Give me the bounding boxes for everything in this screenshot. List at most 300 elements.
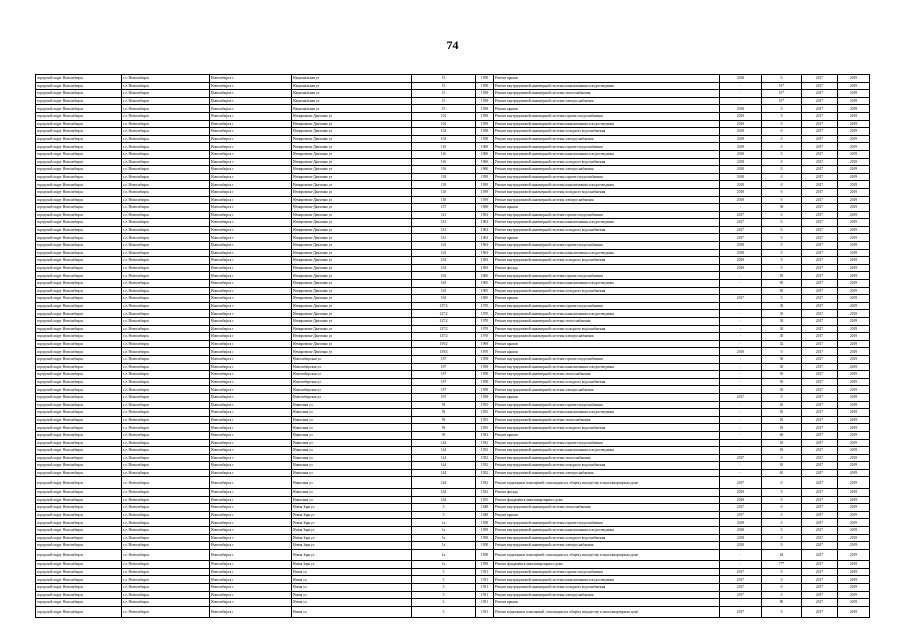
house-number-cell: 3	[412, 511, 476, 519]
period-start-cell: 2017	[802, 526, 838, 534]
built-year-cell: 1958	[476, 82, 494, 90]
built-year-cell: 1951	[476, 584, 494, 592]
city-cell: Новосибирск г	[210, 188, 292, 196]
planned-year-cell: 2017	[720, 219, 762, 227]
house-number-cell: 15	[412, 90, 476, 98]
cost-cell: 0	[762, 135, 802, 143]
period-start-cell: 2017	[802, 496, 838, 504]
cost-cell: 65	[762, 409, 802, 417]
planned-year-cell: 2018	[720, 120, 762, 128]
city-cell: Новосибирск г	[210, 196, 292, 204]
period-end-cell: 2019	[838, 371, 870, 379]
table-body	[36, 75, 870, 618]
period-start-cell: 2017	[802, 519, 838, 527]
work-type-cell: Ремонт фасада	[494, 264, 720, 272]
city-cell: Новосибирск г	[210, 371, 292, 379]
period-start-cell: 2017	[802, 188, 838, 196]
cost-cell: 0	[762, 150, 802, 158]
street-cell: Национальная ул	[292, 97, 412, 105]
period-start-cell: 2017	[802, 75, 838, 83]
district-cell: г.о. Новосибирск	[122, 295, 210, 303]
period-end-cell: 2019	[838, 333, 870, 341]
work-type-cell: Ремонт внутридомовой инженерной системы холодного водоснабжения	[494, 188, 720, 196]
house-number-cell: 143	[412, 249, 476, 257]
table-row	[36, 447, 870, 455]
district-cell: г.о. Новосибирск	[122, 120, 210, 128]
cost-cell: 65	[762, 424, 802, 432]
period-end-cell: 2019	[838, 226, 870, 234]
work-type-cell: Ремонт внутридомовой инженерной системы электроснабжения	[494, 591, 720, 599]
built-year-cell: 1963	[476, 242, 494, 250]
table-row	[36, 534, 870, 542]
house-number-cell: 1а	[412, 526, 476, 534]
cost-cell: 77*	[762, 561, 802, 569]
cost-cell: 0	[762, 75, 802, 83]
period-end-cell: 2019	[838, 591, 870, 599]
cost-cell: 50	[762, 371, 802, 379]
planned-year-cell: 2018	[720, 158, 762, 166]
built-year-cell: 1951	[476, 568, 494, 576]
period-end-cell: 2019	[838, 264, 870, 272]
municipality-cell: городской округ Новосибирск	[36, 310, 122, 318]
table-row	[36, 511, 870, 519]
table-row	[36, 606, 870, 618]
house-number-cell: 144	[412, 496, 476, 504]
period-end-cell: 2019	[838, 568, 870, 576]
district-cell: г.о. Новосибирск	[122, 393, 210, 401]
built-year-cell: 1952	[476, 462, 494, 470]
district-cell: г.о. Новосибирск	[122, 534, 210, 542]
period-end-cell: 2019	[838, 257, 870, 265]
street-cell: Немировича-Данченко ул	[292, 280, 412, 288]
period-start-cell: 2017	[802, 333, 838, 341]
period-end-cell: 2019	[838, 409, 870, 417]
work-type-cell: Ремонт внутридомовой инженерной системы холодного водоснабжения	[494, 424, 720, 432]
period-end-cell: 2019	[838, 504, 870, 512]
planned-year-cell: -	[720, 325, 762, 333]
municipality-cell: городской округ Новосибирск	[36, 219, 122, 227]
street-cell: Новосибирская ул	[292, 386, 412, 394]
period-start-cell: 2017	[802, 287, 838, 295]
cost-cell: 32	[762, 340, 802, 348]
built-year-cell: 1965	[476, 280, 494, 288]
planned-year-cell: -	[720, 439, 762, 447]
municipality-cell: городской округ Новосибирск	[36, 584, 122, 592]
street-cell: Никитина ул	[292, 469, 412, 477]
cost-cell: 0	[762, 196, 802, 204]
district-cell: г.о. Новосибирск	[122, 416, 210, 424]
built-year-cell: 1958	[476, 75, 494, 83]
work-type-cell: Ремонт внутридомовой инженерной системы холодного водоснабжения	[494, 462, 720, 470]
period-start-cell: 2017	[802, 584, 838, 592]
city-cell: Новосибирск г	[210, 454, 292, 462]
house-number-cell: 1а	[412, 519, 476, 527]
built-year-cell: 1952	[476, 447, 494, 455]
planned-year-cell: 2018	[720, 173, 762, 181]
house-number-cell: 93	[412, 401, 476, 409]
period-end-cell: 2019	[838, 211, 870, 219]
period-end-cell: 2019	[838, 150, 870, 158]
work-type-cell: Ремонт внутридомовой инженерной системы электроснабжения	[494, 386, 720, 394]
municipality-cell: городской округ Новосибирск	[36, 318, 122, 326]
period-end-cell: 2019	[838, 496, 870, 504]
planned-year-cell: 2018	[720, 264, 762, 272]
cost-cell: 0	[762, 211, 802, 219]
period-start-cell: 2017	[802, 424, 838, 432]
city-cell: Новосибирск г	[210, 173, 292, 181]
city-cell: Новосибирск г	[210, 105, 292, 113]
period-start-cell: 2017	[802, 226, 838, 234]
street-cell: Никитина ул	[292, 462, 412, 470]
built-year-cell: 1958	[476, 549, 494, 561]
built-year-cell: 1952	[476, 496, 494, 504]
period-start-cell: 2017	[802, 150, 838, 158]
work-type-cell: Ремонт внутридомовой инженерной системы теплоснабжения	[494, 90, 720, 98]
period-end-cell: 2019	[838, 454, 870, 462]
built-year-cell: 1958	[476, 519, 494, 527]
work-type-cell: Ремонт внутридомовой инженерной системы теплоснабжения	[494, 504, 720, 512]
city-cell: Новосибирск г	[210, 82, 292, 90]
cost-cell: 51*	[762, 97, 802, 105]
city-cell: Новосибирск г	[210, 97, 292, 105]
period-start-cell: 2017	[802, 371, 838, 379]
cost-cell: 65	[762, 447, 802, 455]
house-number-cell: 137/2	[412, 318, 476, 326]
municipality-cell: городской округ Новосибирск	[36, 75, 122, 83]
period-end-cell: 2019	[838, 181, 870, 189]
municipality-cell: городской округ Новосибирск	[36, 135, 122, 143]
period-start-cell: 2017	[802, 295, 838, 303]
street-cell: Национальная ул	[292, 105, 412, 113]
cost-cell: 51*	[762, 82, 802, 90]
municipality-cell: городской округ Новосибирск	[36, 112, 122, 120]
street-cell: Национальная ул	[292, 90, 412, 98]
table-row	[36, 416, 870, 424]
street-cell: Немировича-Данченко ул	[292, 257, 412, 265]
municipality-cell: городской округ Новосибирск	[36, 333, 122, 341]
table-row	[36, 576, 870, 584]
city-cell: Новосибирск г	[210, 90, 292, 98]
planned-year-cell: 2017	[720, 454, 762, 462]
period-end-cell: 2019	[838, 287, 870, 295]
table-row	[36, 82, 870, 90]
municipality-cell: городской округ Новосибирск	[36, 606, 122, 618]
period-end-cell: 2019	[838, 249, 870, 257]
house-number-cell: 143	[412, 242, 476, 250]
period-end-cell: 2019	[838, 340, 870, 348]
cost-cell: 0	[762, 242, 802, 250]
built-year-cell: 1965	[476, 272, 494, 280]
planned-year-cell: -	[720, 204, 762, 212]
district-cell: г.о. Новосибирск	[122, 310, 210, 318]
cost-cell: 0	[762, 488, 802, 496]
street-cell: Немировича-Данченко ул	[292, 196, 412, 204]
built-year-cell: 1958	[476, 112, 494, 120]
planned-year-cell: 2018	[720, 496, 762, 504]
city-cell: Новосибирск г	[210, 204, 292, 212]
work-type-cell: Ремонт внутридомовой инженерной системы горячего водоснабжения	[494, 211, 720, 219]
built-year-cell: 1963	[476, 219, 494, 227]
planned-year-cell: -	[720, 401, 762, 409]
district-cell: г.о. Новосибирск	[122, 477, 210, 489]
planned-year-cell: 2017	[720, 234, 762, 242]
house-number-cell: 144	[412, 447, 476, 455]
work-type-cell: Ремонт внутридомовой инженерной системы канализования и водоотведения	[494, 219, 720, 227]
period-start-cell: 2017	[802, 211, 838, 219]
cost-cell: 0	[762, 568, 802, 576]
district-cell: г.о. Новосибирск	[122, 454, 210, 462]
municipality-cell: городской округ Новосибирск	[36, 143, 122, 151]
planned-year-cell: 2017	[720, 477, 762, 489]
table-row	[36, 549, 870, 561]
table-row	[36, 196, 870, 204]
house-number-cell: 15	[412, 82, 476, 90]
period-start-cell: 2017	[802, 128, 838, 136]
period-start-cell: 2017	[802, 504, 838, 512]
district-cell: г.о. Новосибирск	[122, 158, 210, 166]
built-year-cell: 1970	[476, 302, 494, 310]
district-cell: г.о. Новосибирск	[122, 188, 210, 196]
work-type-cell: Ремонт крыши	[494, 340, 720, 348]
municipality-cell: городской округ Новосибирск	[36, 242, 122, 250]
work-type-cell: Ремонт крыши	[494, 204, 720, 212]
city-cell: Новосибирск г	[210, 242, 292, 250]
work-type-cell: Ремонт внутридомовой инженерной системы горячего водоснабжения	[494, 143, 720, 151]
municipality-cell: городской округ Новосибирск	[36, 234, 122, 242]
work-type-cell: Ремонт крыши	[494, 431, 720, 439]
cost-cell: 30	[762, 204, 802, 212]
work-type-cell: Ремонт внутридомовой инженерной системы электроснабжения	[494, 135, 720, 143]
built-year-cell: 1970	[476, 318, 494, 326]
house-number-cell: 3	[412, 568, 476, 576]
planned-year-cell: -	[720, 431, 762, 439]
house-number-cell: 159/3	[412, 348, 476, 356]
city-cell: Новосибирск г	[210, 488, 292, 496]
built-year-cell: 1965	[476, 295, 494, 303]
municipality-cell: городской округ Новосибирск	[36, 401, 122, 409]
district-cell: г.о. Новосибирск	[122, 599, 210, 607]
cost-cell: 0	[762, 264, 802, 272]
cost-cell: 50	[762, 363, 802, 371]
period-end-cell: 2019	[838, 325, 870, 333]
street-cell: Никитина ул	[292, 447, 412, 455]
period-start-cell: 2017	[802, 204, 838, 212]
planned-year-cell: 2018	[720, 488, 762, 496]
house-number-cell: 144	[412, 488, 476, 496]
district-cell: г.о. Новосибирск	[122, 447, 210, 455]
period-start-cell: 2017	[802, 393, 838, 401]
built-year-cell: 1963	[476, 257, 494, 265]
period-end-cell: 2019	[838, 431, 870, 439]
district-cell: г.о. Новосибирск	[122, 568, 210, 576]
street-cell: Новая ул	[292, 591, 412, 599]
planned-year-cell: -	[720, 318, 762, 326]
district-cell: г.о. Новосибирск	[122, 249, 210, 257]
period-start-cell: 2017	[802, 462, 838, 470]
municipality-cell: городской округ Новосибирск	[36, 378, 122, 386]
district-cell: г.о. Новосибирск	[122, 112, 210, 120]
table-row	[36, 272, 870, 280]
work-type-cell: Ремонт крыши	[494, 234, 720, 242]
planned-year-cell: 2017	[720, 511, 762, 519]
table-row	[36, 568, 870, 576]
cost-cell: 0	[762, 504, 802, 512]
street-cell: Немировича-Данченко ул	[292, 204, 412, 212]
district-cell: г.о. Новосибирск	[122, 264, 210, 272]
period-end-cell: 2019	[838, 542, 870, 550]
period-start-cell: 2017	[802, 477, 838, 489]
municipality-cell: городской округ Новосибирск	[36, 416, 122, 424]
cost-cell: 85	[762, 280, 802, 288]
period-end-cell: 2019	[838, 112, 870, 120]
period-end-cell: 2019	[838, 318, 870, 326]
city-cell: Новосибирск г	[210, 181, 292, 189]
cost-cell: 65	[762, 462, 802, 470]
municipality-cell: городской округ Новосибирск	[36, 196, 122, 204]
table-row	[36, 128, 870, 136]
cost-cell: 0	[762, 477, 802, 489]
street-cell: Никитина ул	[292, 416, 412, 424]
house-number-cell: 141	[412, 234, 476, 242]
work-type-cell: Ремонт внутридомовой инженерной системы канализования и водоотведения	[494, 181, 720, 189]
table-row	[36, 173, 870, 181]
period-start-cell: 2017	[802, 249, 838, 257]
district-cell: г.о. Новосибирск	[122, 75, 210, 83]
planned-year-cell: -	[720, 469, 762, 477]
street-cell: Немировича-Данченко ул	[292, 188, 412, 196]
cost-cell: 30	[762, 333, 802, 341]
period-start-cell: 2017	[802, 409, 838, 417]
planned-year-cell: 2017	[720, 606, 762, 618]
work-type-cell: Ремонт внутридомовой инженерной системы теплоснабжения	[494, 454, 720, 462]
planned-year-cell: -	[720, 272, 762, 280]
planned-year-cell: -	[720, 287, 762, 295]
street-cell: Немировича-Данченко ул	[292, 272, 412, 280]
street-cell: Новая ул	[292, 576, 412, 584]
city-cell: Новосибирск г	[210, 504, 292, 512]
table-row	[36, 401, 870, 409]
period-end-cell: 2019	[838, 188, 870, 196]
period-start-cell: 2017	[802, 257, 838, 265]
period-end-cell: 2019	[838, 462, 870, 470]
district-cell: г.о. Новосибирск	[122, 150, 210, 158]
cost-cell: 0	[762, 105, 802, 113]
planned-year-cell: 2018	[720, 257, 762, 265]
municipality-cell: городской округ Новосибирск	[36, 534, 122, 542]
cost-cell: 65	[762, 469, 802, 477]
period-start-cell: 2017	[802, 355, 838, 363]
district-cell: г.о. Новосибирск	[122, 576, 210, 584]
house-number-cell: 1а	[412, 549, 476, 561]
house-number-cell: 118	[412, 181, 476, 189]
cost-cell: 65	[762, 439, 802, 447]
built-year-cell: 1953	[476, 409, 494, 417]
work-type-cell: Ремонт внутридомовой инженерной системы горячего водоснабжения	[494, 302, 720, 310]
table-row	[36, 371, 870, 379]
table-row	[36, 318, 870, 326]
period-start-cell: 2017	[802, 606, 838, 618]
street-cell: Немировича-Данченко ул	[292, 318, 412, 326]
table-row	[36, 264, 870, 272]
cost-cell: 80	[762, 599, 802, 607]
municipality-cell: городской округ Новосибирск	[36, 477, 122, 489]
municipality-cell: городской округ Новосибирск	[36, 264, 122, 272]
period-end-cell: 2019	[838, 393, 870, 401]
city-cell: Новосибирск г	[210, 287, 292, 295]
period-end-cell: 2019	[838, 128, 870, 136]
municipality-cell: городской округ Новосибирск	[36, 424, 122, 432]
table-row	[36, 393, 870, 401]
built-year-cell: 1952	[476, 488, 494, 496]
planned-year-cell: 2017	[720, 393, 762, 401]
municipality-cell: городской округ Новосибирск	[36, 287, 122, 295]
house-number-cell: 102	[412, 135, 476, 143]
planned-year-cell: 2018	[720, 519, 762, 527]
cost-cell: 65	[762, 416, 802, 424]
planned-year-cell: 2017	[720, 226, 762, 234]
built-year-cell: 1958	[476, 97, 494, 105]
period-start-cell: 2017	[802, 325, 838, 333]
district-cell: г.о. Новосибирск	[122, 496, 210, 504]
built-year-cell: 1958	[476, 561, 494, 569]
city-cell: Новосибирск г	[210, 128, 292, 136]
house-number-cell: 144	[412, 469, 476, 477]
period-start-cell: 2017	[802, 135, 838, 143]
cost-cell: 0	[762, 143, 802, 151]
city-cell: Новосибирск г	[210, 439, 292, 447]
period-end-cell: 2019	[838, 97, 870, 105]
work-type-cell: Ремонт крыши	[494, 105, 720, 113]
built-year-cell: 1963	[476, 226, 494, 234]
built-year-cell: 1952	[476, 469, 494, 477]
work-type-cell: Ремонт внутридомовой инженерной системы канализования и водоотведения	[494, 249, 720, 257]
municipality-cell: городской округ Новосибирск	[36, 504, 122, 512]
house-number-cell: 197	[412, 386, 476, 394]
street-cell: Никитина ул	[292, 496, 412, 504]
period-end-cell: 2019	[838, 348, 870, 356]
city-cell: Новосибирск г	[210, 310, 292, 318]
city-cell: Новосибирск г	[210, 158, 292, 166]
street-cell: Никитина ул	[292, 401, 412, 409]
table-row	[36, 204, 870, 212]
built-year-cell: 1960	[476, 158, 494, 166]
street-cell: Немировича-Данченко ул	[292, 173, 412, 181]
street-cell: Новая Заря ул	[292, 549, 412, 561]
district-cell: г.о. Новосибирск	[122, 340, 210, 348]
built-year-cell: 1958	[476, 120, 494, 128]
street-cell: Немировича-Данченко ул	[292, 128, 412, 136]
street-cell: Никитина ул	[292, 477, 412, 489]
city-cell: Новосибирск г	[210, 549, 292, 561]
period-end-cell: 2019	[838, 196, 870, 204]
period-end-cell: 2019	[838, 526, 870, 534]
built-year-cell: 1958	[476, 534, 494, 542]
table-row	[36, 211, 870, 219]
city-cell: Новосибирск г	[210, 302, 292, 310]
period-start-cell: 2017	[802, 82, 838, 90]
period-end-cell: 2019	[838, 295, 870, 303]
planned-year-cell: -	[720, 82, 762, 90]
table-row	[36, 386, 870, 394]
city-cell: Новосибирск г	[210, 386, 292, 394]
city-cell: Новосибирск г	[210, 363, 292, 371]
cost-cell: 50	[762, 355, 802, 363]
district-cell: г.о. Новосибирск	[122, 542, 210, 550]
period-end-cell: 2019	[838, 401, 870, 409]
municipality-cell: городской округ Новосибирск	[36, 469, 122, 477]
period-start-cell: 2017	[802, 340, 838, 348]
built-year-cell: 1963	[476, 234, 494, 242]
